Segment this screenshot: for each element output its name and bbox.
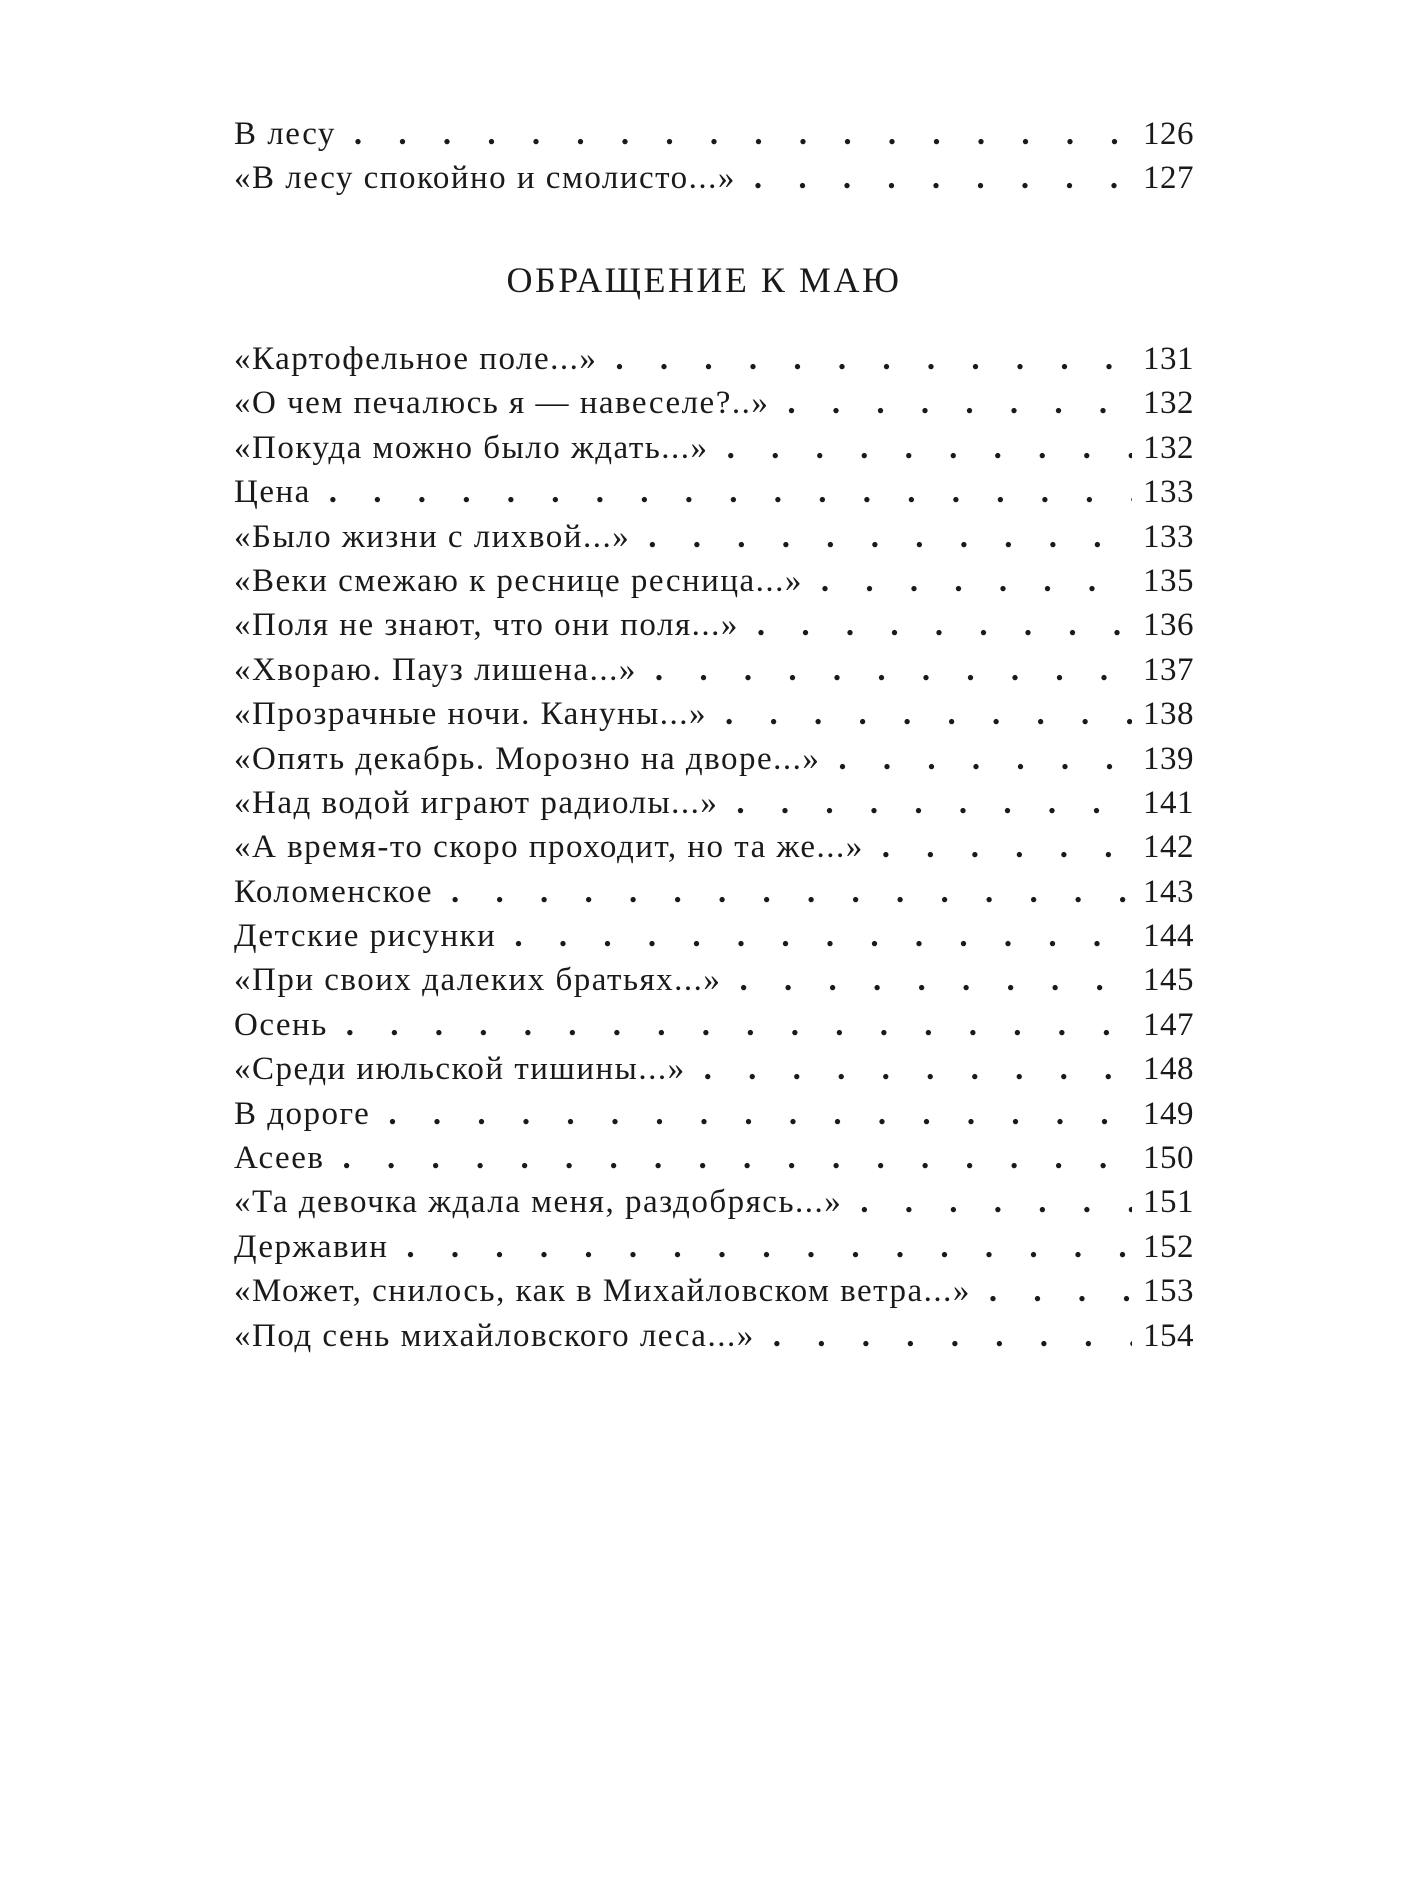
toc-entry xyxy=(234,781,1194,825)
dot-leader xyxy=(739,958,1132,1002)
toc-entry-title: «Опять декабрь. Морозно на дворе...» xyxy=(234,740,821,777)
toc-entry xyxy=(234,381,1194,425)
toc-entry-page-number: 133 xyxy=(1143,518,1194,555)
toc-entry xyxy=(234,603,1194,647)
dot-leader xyxy=(838,737,1132,781)
toc-entry-title: «Прозрачные ночи. Кануны...» xyxy=(234,696,708,733)
toc-entry-page-number: 143 xyxy=(1143,873,1194,910)
toc-entry-page-number: 127 xyxy=(1143,160,1194,197)
toc-entry-title: «Среди июльской тишины...» xyxy=(234,1051,686,1088)
toc-entry xyxy=(234,648,1194,692)
toc-entry-title: «Та девочка ждала меня, раздобрясь...» xyxy=(234,1184,843,1221)
dot-leader xyxy=(882,825,1132,869)
toc-entry-page-number: 147 xyxy=(1143,1006,1194,1043)
toc-entry-title: «В лесу спокойно и смолисто...» xyxy=(234,160,736,197)
toc-entry xyxy=(234,1314,1194,1358)
toc-entry-page-number: 132 xyxy=(1143,429,1194,466)
toc-entry xyxy=(234,870,1194,914)
toc-list-section xyxy=(234,337,1194,1358)
dot-leader xyxy=(860,1180,1132,1224)
dot-leader xyxy=(342,1136,1132,1180)
toc-entry-page-number: 154 xyxy=(1143,1317,1194,1354)
toc-entry-page-number: 141 xyxy=(1143,784,1194,821)
toc-entry xyxy=(234,515,1194,559)
toc-entry-page-number: 131 xyxy=(1143,341,1194,377)
section-heading-text: ОБРАЩЕНИЕ К МАЮ xyxy=(506,260,902,300)
dot-leader xyxy=(754,156,1132,200)
toc-entry-page-number: 138 xyxy=(1143,696,1194,733)
toc-entry xyxy=(234,1225,1194,1269)
toc-entry-title: Цена xyxy=(234,474,311,511)
toc-entry-page-number: 153 xyxy=(1143,1273,1194,1310)
toc-entry xyxy=(234,825,1194,869)
toc-entry xyxy=(234,112,1194,156)
dot-leader xyxy=(821,559,1132,603)
toc-entry-title: В лесу xyxy=(234,116,336,152)
toc-entry-page-number: 148 xyxy=(1143,1051,1194,1088)
toc-entry-title: «Поля не знают, что они поля...» xyxy=(234,607,739,644)
toc-entry-title: «Может, снилось, как в Михайловском ветра...» xyxy=(234,1273,971,1310)
toc-entry-title: В дороге xyxy=(234,1095,371,1132)
dot-leader xyxy=(346,1003,1132,1047)
toc-entry-page-number: 137 xyxy=(1143,651,1194,688)
toc-entry-title: Асеев xyxy=(234,1140,325,1177)
dot-leader xyxy=(655,648,1132,692)
dot-leader xyxy=(989,1269,1132,1313)
toc-entry-page-number: 136 xyxy=(1143,607,1194,644)
toc-entry xyxy=(234,958,1194,1002)
toc-entry-title: «О чем печалюсь я — навеселе?..» xyxy=(234,385,770,422)
toc-entry-page-number: 142 xyxy=(1143,829,1194,866)
toc-entry-page-number: 126 xyxy=(1143,116,1194,152)
toc-entry-title: Державин xyxy=(234,1228,389,1265)
toc-entry xyxy=(234,1180,1194,1224)
dot-leader xyxy=(773,1314,1132,1358)
toc-entry-page-number: 149 xyxy=(1143,1095,1194,1132)
dot-leader xyxy=(727,426,1132,470)
dot-leader xyxy=(354,112,1132,156)
toc-entry xyxy=(234,337,1194,381)
toc-entry xyxy=(234,1047,1194,1091)
toc-entry-page-number: 145 xyxy=(1143,962,1194,999)
toc-entry-title: Осень xyxy=(234,1006,328,1043)
toc-entry-title: «При своих далеких братьях...» xyxy=(234,962,722,999)
toc-entry-title: «Было жизни с лихвой...» xyxy=(234,518,631,555)
toc-entry xyxy=(234,426,1194,470)
toc-entry-title: «Покуда можно было ждать...» xyxy=(234,429,709,466)
section-heading xyxy=(0,256,1418,304)
dot-leader xyxy=(787,381,1132,425)
dot-leader xyxy=(615,337,1132,381)
toc-entry-page-number: 152 xyxy=(1143,1228,1194,1265)
toc-entry xyxy=(234,914,1194,958)
toc-entry xyxy=(234,692,1194,736)
toc-entry xyxy=(234,1269,1194,1313)
toc-list-previous-section xyxy=(234,112,1194,201)
dot-leader xyxy=(725,692,1132,736)
toc-entry-page-number: 139 xyxy=(1143,740,1194,777)
toc-entry-title: «А время-то скоро проходит, но та же...» xyxy=(234,829,864,866)
dot-leader xyxy=(451,870,1132,914)
toc-entry-page-number: 135 xyxy=(1143,562,1194,599)
toc-entry xyxy=(234,559,1194,603)
toc-entry-title: «Над водой играют радиолы...» xyxy=(234,784,719,821)
toc-entry-page-number: 132 xyxy=(1143,385,1194,422)
dot-leader xyxy=(406,1225,1132,1269)
toc-entry-title: «Веки смежаю к реснице ресница...» xyxy=(234,562,803,599)
toc-entry-page-number: 133 xyxy=(1143,474,1194,511)
toc-entry xyxy=(234,1092,1194,1136)
toc-entry-title: «Хвораю. Пауз лишена...» xyxy=(234,651,637,688)
toc-entry-page-number: 150 xyxy=(1143,1140,1194,1177)
toc-entry-title: «Картофельное поле...» xyxy=(234,341,598,377)
dot-leader xyxy=(648,515,1132,559)
toc-entry xyxy=(234,1003,1194,1047)
toc-entry-page-number: 144 xyxy=(1143,918,1194,955)
dot-leader xyxy=(757,603,1132,647)
dot-leader xyxy=(388,1092,1132,1136)
toc-entry xyxy=(234,737,1194,781)
toc-entry-title: Коломенское xyxy=(234,873,434,910)
dot-leader xyxy=(704,1047,1132,1091)
toc-entry-title: Детские рисунки xyxy=(234,918,497,955)
toc-entry-page-number: 151 xyxy=(1143,1184,1194,1221)
dot-leader xyxy=(736,781,1132,825)
toc-entry xyxy=(234,470,1194,514)
toc-entry-title: «Под сень михайловского леса...» xyxy=(234,1317,755,1354)
toc-entry xyxy=(234,1136,1194,1180)
toc-entry xyxy=(234,156,1194,200)
dot-leader xyxy=(514,914,1132,958)
dot-leader xyxy=(329,470,1132,514)
